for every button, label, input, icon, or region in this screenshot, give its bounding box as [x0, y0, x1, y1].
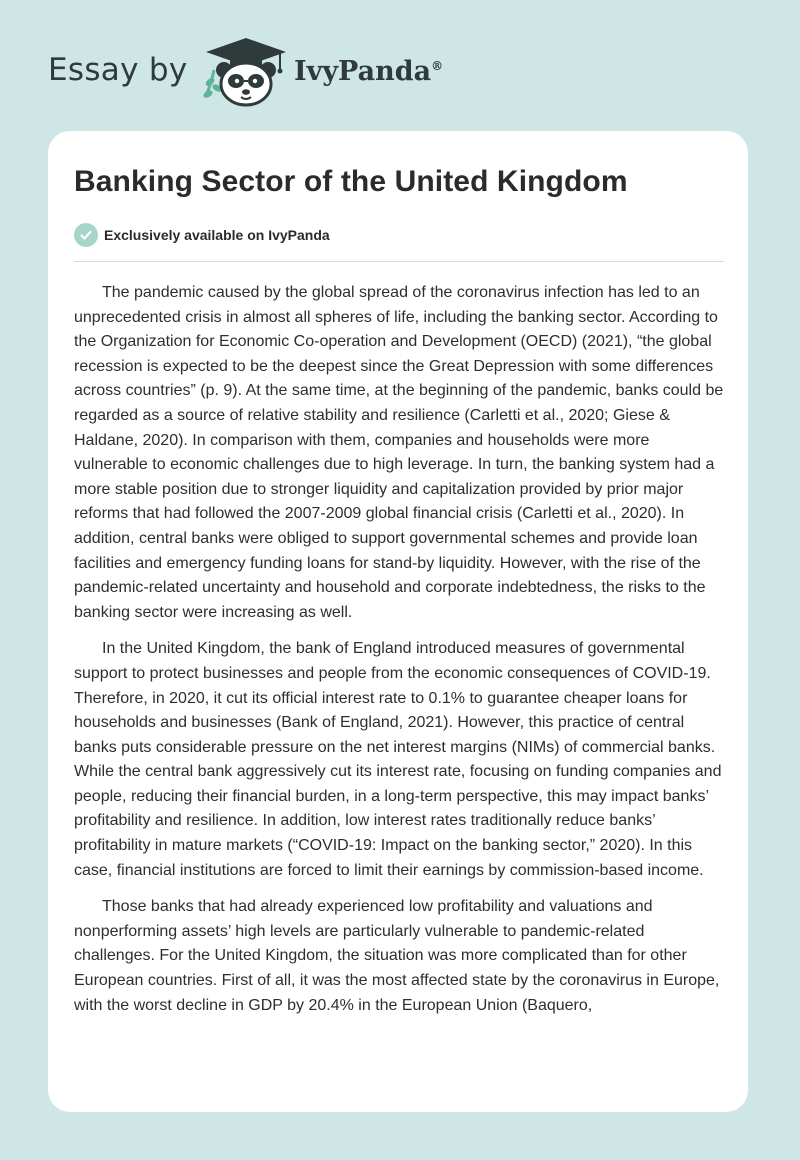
brand-name[interactable]: IvyPanda® [294, 56, 444, 87]
check-circle-icon [74, 223, 98, 247]
exclusive-badge [74, 223, 330, 247]
paragraph: Those banks that had already experienced low profitability and valuations and nonperforming assets’ high levels are particularly vulnerable to pandemic-related challenges. For the United Kingdom, the situation was more complicated than for other European countries. First of all, it was the most affected state by the coronavirus in Europe, with the worst decline in GDP by 20.4% in the European Union (Baquero, [74, 898, 720, 1014]
paragraph: In the United Kingdom, the bank of England introduced measures of governmental support to protect businesses and people from the economic consequences of COVID-19. Therefore, in 2020, it cut its official interest rate to 0.1% to guarantee cheaper loans for households and businesses (Bank of England, 2021). However, this practice of central banks puts considerable pressure on the net interest margins (NIMs) of commercial banks. While the central bank aggressively cut its interest rate, focusing on funding companies and people, reducing their financial burden, in a long-term perspective, this may impact banks’ profitability and resilience. In addition, low interest rates traditionally reduce banks’ profitability in mature markets (“COVID-19: Impact on the banking sector,” 2020). In this case, financial institutions are forced to limit their earnings by commission-based income. [74, 640, 722, 879]
paragraph: The pandemic caused by the global spread of the coronavirus infection has led to an unprecedented crisis in almost all spheres of life, including the banking sector. According to the Organization for Economic Co-operation and Development (OECD) (2021), “the global recession is expected to be the deepest since the Great Depression with some differences across countries” (p. 9). At the same time, at the beginning of the pandemic, banks could be regarded as a source of relative stability and resilience (Carletti et al., 2020; Giese & Haldane, 2020). In comparison with them, companies and households were more vulnerable to economic challenges due to high leverage. In turn, the banking system had a more stable position due to stronger liquidity and capitalization provided by prior major reforms that had followed the 2007-2009 global financial crisis (Carletti et al., 2020). In addition, central banks were obliged to support governmental schemes and provide loan facilities and emergency funding loans for stand-by liquidity. However, with the rise of the pandemic-related uncertainty and household and corporate indebtedness, the risks to the banking sector were increasing as well. [74, 284, 724, 621]
divider [74, 261, 724, 262]
site-header [48, 36, 548, 106]
page-title: Banking Sector of the United Kingdom [74, 165, 628, 198]
essay-by-label: Essay by [48, 52, 188, 88]
essay-card [48, 131, 748, 1112]
essay-body [74, 281, 724, 1030]
panda-logo-icon[interactable] [200, 36, 292, 108]
badge-label: Exclusively available on IvyPanda [104, 227, 330, 243]
registered-mark: ® [431, 59, 444, 73]
